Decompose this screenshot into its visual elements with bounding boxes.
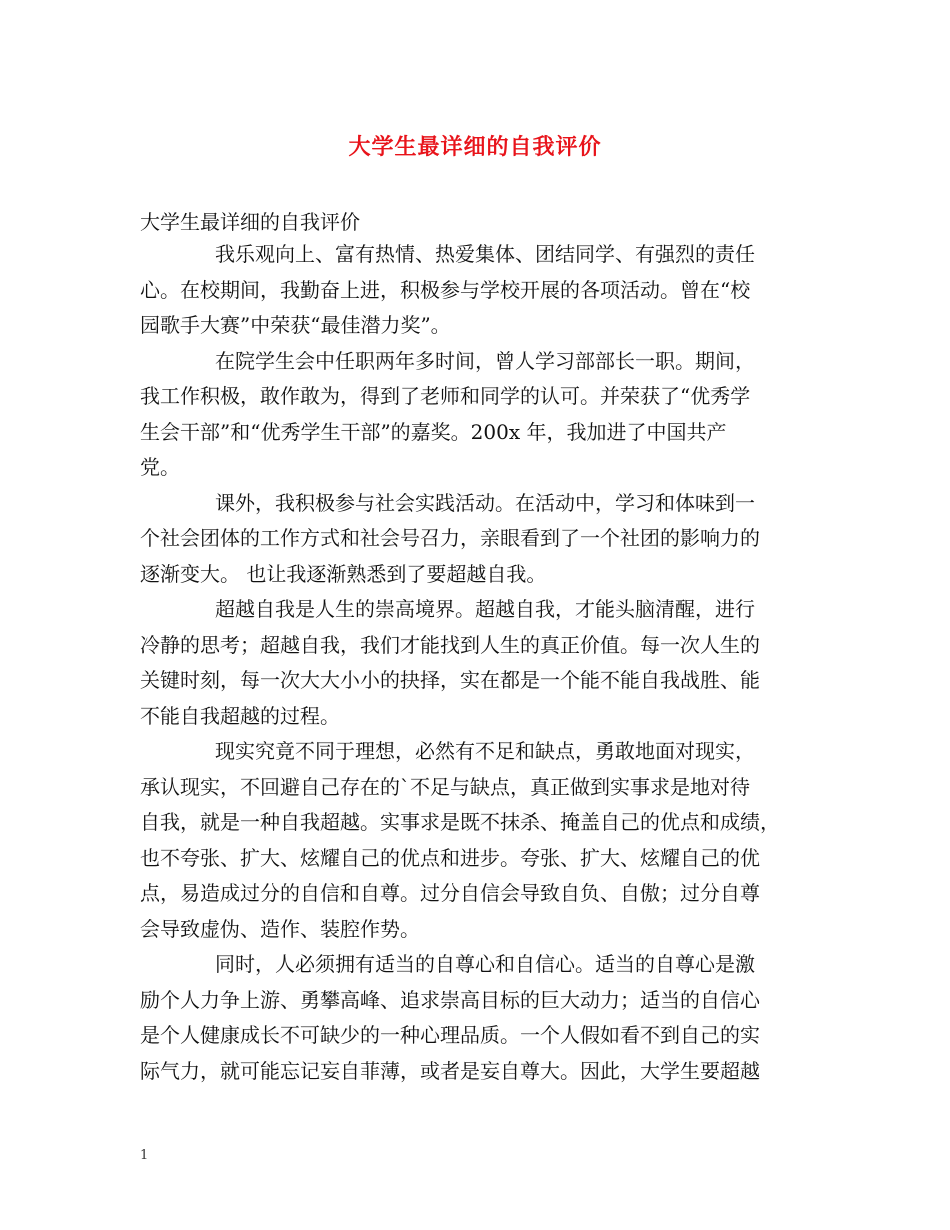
paragraph-line: 际气力，就可能忘记妄自菲薄，或者是妄自尊大。因此，大学生要超越	[140, 1058, 760, 1083]
paragraph	[140, 486, 820, 593]
paragraph-line: 承认现实，不回避自己存在的`不足与缺点，真正做到实事求是地对待	[140, 774, 750, 799]
paragraph-line: 党。	[140, 455, 180, 479]
paragraph-line: 我工作积极，敢作敢为，得到了老师和同学的认可。并荣获了“优秀学	[140, 384, 751, 408]
paragraph-line: 同时，人必须拥有适当的自尊心和自信心。适当的自尊心是激	[215, 952, 755, 976]
paragraph	[140, 734, 820, 947]
paragraph-line: 冷静的思考；超越自我，我们才能找到人生的真正价值。每一次人生的	[140, 632, 760, 657]
page-number: 1	[140, 1148, 149, 1163]
paragraph	[140, 947, 820, 1089]
paragraph-line: 自我，就是一种自我超越。实事求是既不抹杀、掩盖自己的优点和成绩，	[140, 810, 780, 834]
paragraph-line: 我乐观向上、富有热情、热爱集体、团结同学、有强烈的责任	[215, 242, 755, 266]
paragraph-line: 不能自我超越的过程。	[140, 703, 340, 728]
paragraph	[140, 344, 820, 486]
paragraph-line: 励个人力争上游、勇攀高峰、追求崇高目标的巨大动力；适当的自信心	[140, 987, 760, 1012]
document-title: 大学生最详细的自我评价	[348, 134, 602, 160]
paragraph	[140, 592, 820, 734]
paragraph-line: 逐渐变大。 也让我逐渐熟悉到了要超越自我。	[140, 561, 547, 586]
paragraph-line: 个社会团体的工作方式和社会号召力，亲眼看到了一个社团的影响力的	[140, 526, 760, 550]
paragraph-line: 会导致虚伪、造作、装腔作势。	[140, 916, 420, 941]
paragraph-line: 生会干部”和“优秀学生干部”的嘉奖。200x 年，我加进了中国共产	[140, 419, 727, 444]
paragraph-line: 课外，我积极参与社会实践活动。在活动中，学习和体味到一	[215, 490, 755, 515]
paragraph-line: 关键时刻，每一次大大小小的抉择，实在都是一个能不能自我战胜、能	[140, 668, 760, 692]
document-heading: 大学生最详细的自我评价	[140, 210, 360, 234]
document-body	[140, 237, 820, 1089]
paragraph-line: 也不夸张、扩大、炫耀自己的优点和进步。夸张、扩大、炫耀自己的优	[140, 845, 760, 870]
paragraph	[140, 237, 820, 344]
paragraph-line: 现实究竟不同于理想，必然有不足和缺点，勇敢地面对现实，	[215, 739, 755, 763]
paragraph-line: 是个人健康成长不可缺少的一种心理品质。一个人假如看不到自己的实	[140, 1023, 760, 1047]
paragraph-line: 超越自我是人生的崇高境界。超越自我，才能头脑清醒，进行	[215, 597, 755, 621]
paragraph-line: 园歌手大赛”中荣获“最佳潜力奖”。	[140, 313, 451, 337]
paragraph-line: 心。在校期间，我勤奋上进，积极参与学校开展的各项活动。曾在“校	[140, 277, 751, 302]
paragraph-line: 在院学生会中任职两年多时间，曾人学习部部长一职。期间，	[215, 348, 755, 373]
paragraph-line: 点，易造成过分的自信和自尊。过分自信会导致自负、自傲；过分自尊	[140, 881, 760, 905]
